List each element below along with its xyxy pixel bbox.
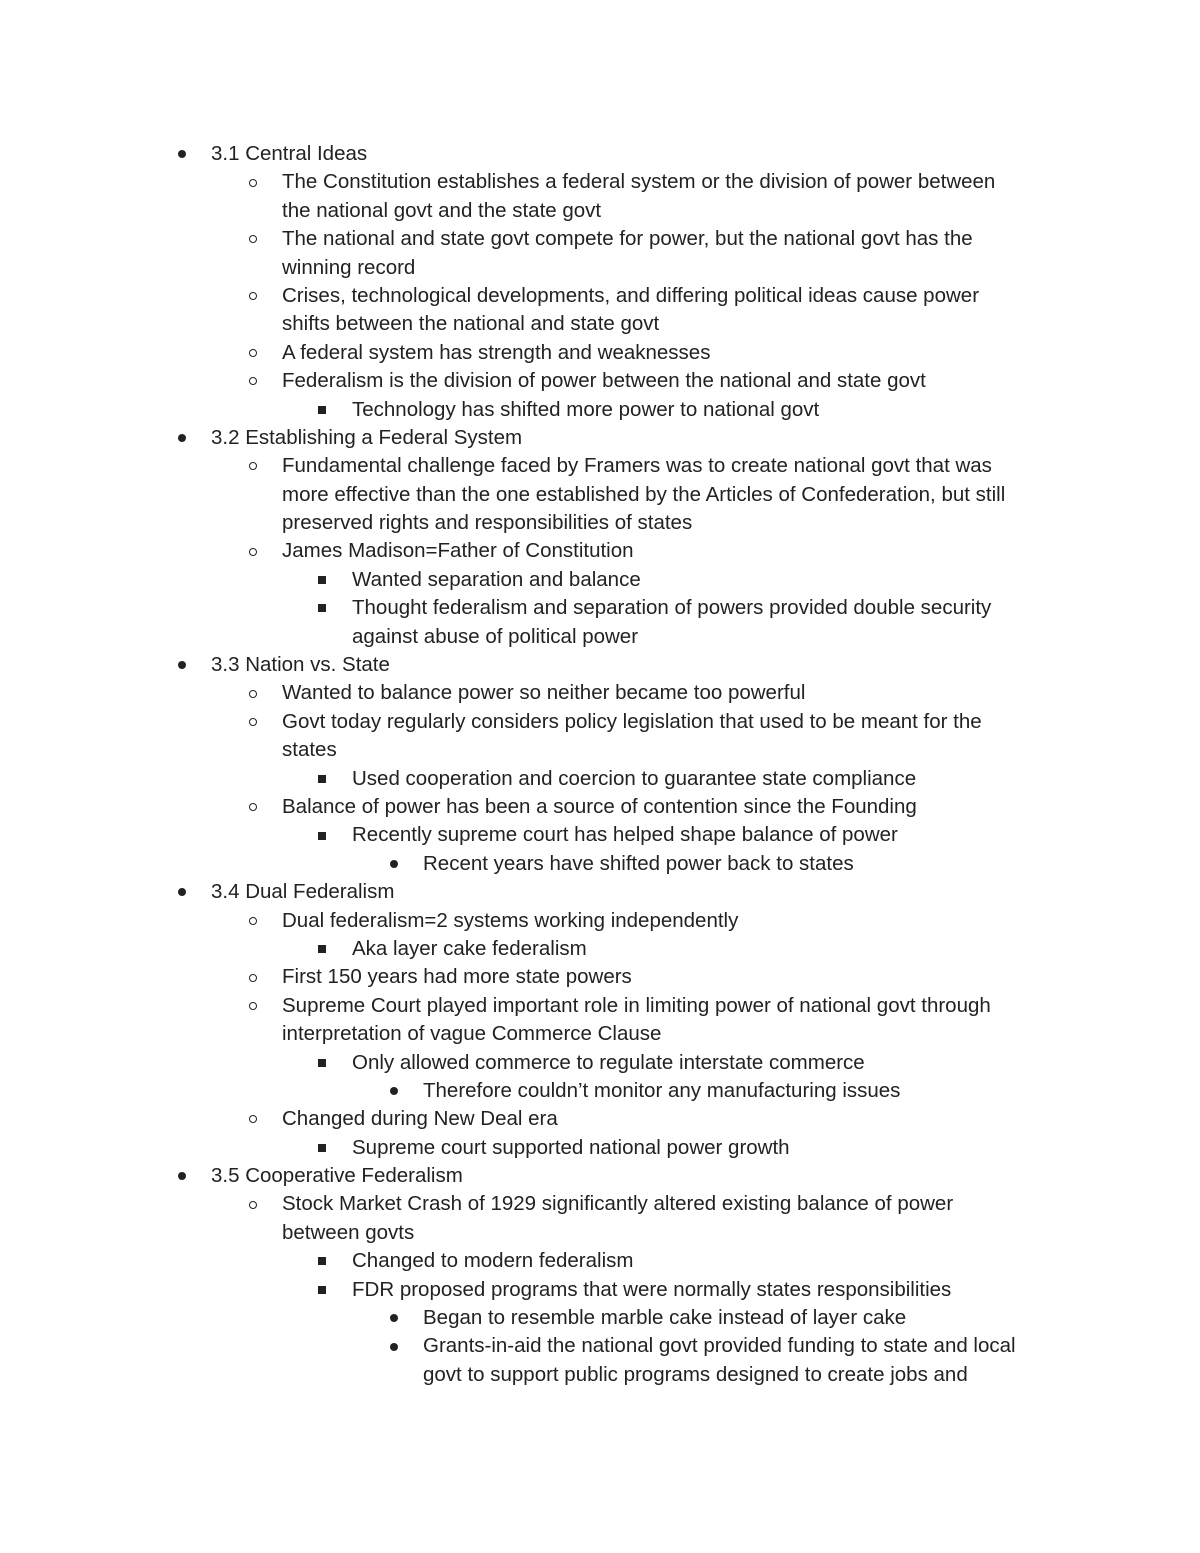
list-item-level-2 [0,168,1200,196]
bullet-text: Stock Market Crash of 1929 significantly altered existing balance of power [282,1192,954,1216]
bullet-text: Federalism is the division of power between the national and state govt [282,369,926,393]
bullet-text: Wanted separation and balance [352,567,641,591]
bullet-text: Aka layer cake federalism [352,936,587,960]
list-item-level-3 [0,594,1200,622]
bullet-text: against abuse of political power [352,624,639,648]
list-item-level-4 [0,1332,1200,1360]
bullet-disc-icon [178,651,186,679]
bullet-text: Wanted to balance power so neither became too powerful [282,681,806,705]
list-item-level-2-continuation [0,197,1200,225]
bullet-circle-icon [249,537,257,565]
list-item-level-2 [0,992,1200,1020]
bullet-disc-icon [390,1077,398,1105]
bullet-square-icon [318,1134,326,1162]
bullet-text: Fundamental challenge faced by Framers was to create national govt that was [282,454,992,478]
bullet-text: James Madison=Father of Constitution [282,539,634,563]
bullet-text: interpretation of vague Commerce Clause [282,1022,662,1046]
section-title: 3.4 Dual Federalism [211,880,395,904]
list-item-level-3 [0,1134,1200,1162]
bullet-text: shifts between the national and state govt [282,312,660,336]
bullet-disc-icon [178,140,186,168]
section-title: 3.5 Cooperative Federalism [211,1164,463,1188]
list-item-level-2-continuation [0,509,1200,537]
section-heading [0,1162,1200,1190]
bullet-circle-icon [249,367,257,395]
section-heading [0,140,1200,168]
section-title: 3.2 Establishing a Federal System [211,425,523,449]
bullet-square-icon [318,765,326,793]
list-item-level-3-continuation [0,623,1200,651]
list-item-level-2 [0,907,1200,935]
list-item-level-2-continuation [0,481,1200,509]
list-item-level-3 [0,1049,1200,1077]
bullet-text: Balance of power has been a source of contention since the Founding [282,794,917,818]
list-item-level-2 [0,225,1200,253]
bullet-text: Govt today regularly considers policy legislation that used to be meant for the [282,709,982,733]
bullet-text: Recent years have shifted power back to states [423,851,854,875]
section-title: 3.1 Central Ideas [211,142,368,165]
bullet-text: Dual federalism=2 systems working independently [282,908,739,932]
list-item-level-2 [0,708,1200,736]
bullet-text: Used cooperation and coercion to guarantee state compliance [352,766,917,790]
bullet-text: govt to support public programs designed to create jobs and [423,1362,968,1386]
bullet-disc-icon [390,850,398,878]
bullet-square-icon [318,396,326,424]
bullet-text: Only allowed commerce to regulate interstate commerce [352,1050,865,1074]
bullet-circle-icon [249,708,257,736]
bullet-text: Grants-in-aid the national govt provided funding to state and local [423,1334,1016,1358]
list-item-level-3 [0,765,1200,793]
bullet-circle-icon [249,1105,257,1133]
bullet-text: FDR proposed programs that were normally states responsibilities [352,1277,952,1301]
bullet-disc-icon [178,1162,186,1190]
bullet-square-icon [318,1276,326,1304]
list-item-level-2 [0,679,1200,707]
bullet-circle-icon [249,793,257,821]
list-item-level-2 [0,963,1200,991]
bullet-text: Supreme Court played important role in limiting power of national govt through [282,993,991,1017]
bullet-square-icon [318,566,326,594]
bullet-text: The national and state govt compete for power, but the national govt has the [282,227,973,251]
bullet-circle-icon [249,168,257,196]
bullet-circle-icon [249,992,257,1020]
list-item-level-2-continuation [0,1020,1200,1048]
bullet-circle-icon [249,452,257,480]
bullet-text: more effective than the one established by the Articles of Confederation, but still [282,482,1006,506]
list-item-level-3 [0,396,1200,424]
list-item-level-2 [0,339,1200,367]
bullet-text: Recently supreme court has helped shape balance of power [352,823,898,847]
list-item-level-3 [0,1276,1200,1304]
bullet-text: Crises, technological developments, and differing political ideas cause power [282,283,980,307]
bullet-disc-icon [178,878,186,906]
bullet-circle-icon [249,225,257,253]
list-item-level-2-continuation [0,736,1200,764]
list-item-level-2-continuation [0,310,1200,338]
section-heading [0,878,1200,906]
list-item-level-2 [0,452,1200,480]
list-item-level-3 [0,935,1200,963]
bullet-text: winning record [282,255,416,279]
bullet-text: Changed to modern federalism [352,1249,634,1273]
bullet-text: Changed during New Deal era [282,1107,558,1131]
bullet-text: Technology has shifted more power to national govt [352,397,820,421]
section-heading [0,424,1200,452]
bullet-circle-icon [249,339,257,367]
bullet-text: Supreme court supported national power growth [352,1135,790,1159]
bullet-square-icon [318,821,326,849]
bullet-square-icon [318,1049,326,1077]
bullet-square-icon [318,935,326,963]
list-item-level-2 [0,793,1200,821]
document-page [0,140,1200,1389]
bullet-disc-icon [390,1304,398,1332]
list-item-level-3 [0,1247,1200,1275]
list-item-level-3 [0,566,1200,594]
bullet-disc-icon [390,1332,398,1360]
list-item-level-4 [0,1077,1200,1105]
bullet-circle-icon [249,907,257,935]
bullet-text: Began to resemble marble cake instead of layer cake [423,1306,907,1330]
bullet-circle-icon [249,1190,257,1218]
bullet-text: First 150 years had more state powers [282,965,632,989]
list-item-level-2 [0,282,1200,310]
bullet-square-icon [318,1247,326,1275]
list-item-level-2-continuation [0,1219,1200,1247]
bullet-text: Therefore couldn’t monitor any manufacturing issues [423,1078,901,1102]
bullet-square-icon [318,594,326,622]
bullet-text: Thought federalism and separation of powers provided double security [352,596,992,620]
bullet-text: between govts [282,1220,415,1244]
list-item-level-2 [0,1105,1200,1133]
list-item-level-4-continuation [0,1361,1200,1389]
bullet-disc-icon [178,424,186,452]
bullet-text: A federal system has strength and weaknesses [282,340,711,364]
section-heading [0,651,1200,679]
list-item-level-2-continuation [0,254,1200,282]
bullet-circle-icon [249,282,257,310]
bullet-text: the national govt and the state govt [282,198,602,222]
list-item-level-4 [0,1304,1200,1332]
section-title: 3.3 Nation vs. State [211,653,390,677]
bullet-circle-icon [249,963,257,991]
bullet-text: states [282,738,337,762]
list-item-level-3 [0,821,1200,849]
list-item-level-2 [0,537,1200,565]
bullet-text: preserved rights and responsibilities of states [282,511,693,535]
list-item-level-4 [0,850,1200,878]
bullet-text: The Constitution establishes a federal system or the division of power between [282,170,996,194]
bullet-circle-icon [249,679,257,707]
list-item-level-2 [0,1190,1200,1218]
list-item-level-2 [0,367,1200,395]
